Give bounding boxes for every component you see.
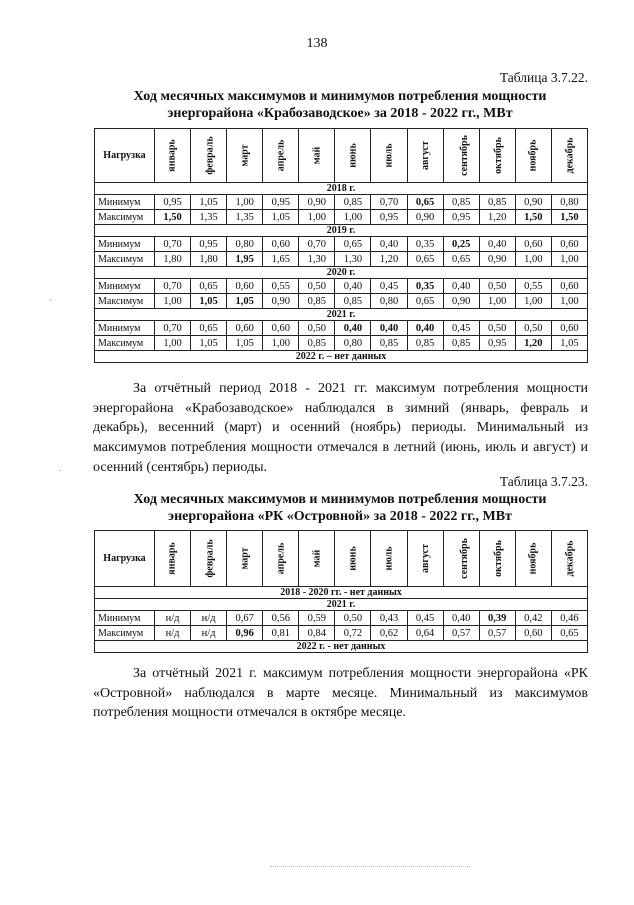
- value-cell: 0,85: [443, 195, 479, 210]
- value-cell: 1,00: [515, 294, 551, 309]
- value-cell: 0,45: [407, 611, 443, 626]
- header-month: [155, 531, 191, 587]
- value-cell: 0,40: [335, 321, 371, 336]
- value-cell: 0,95: [443, 210, 479, 225]
- header-month: [227, 531, 263, 587]
- row-label: Минимум: [95, 279, 155, 294]
- header-load: Нагрузка: [95, 531, 155, 587]
- table2-title-line1: Ход месячных максимумов и минимумов потребления мощности: [133, 492, 547, 507]
- value-cell: 0,45: [443, 321, 479, 336]
- value-cell: 1,20: [371, 252, 407, 267]
- value-cell: 1,20: [515, 336, 551, 351]
- year-cell: 2020 г.: [95, 267, 588, 279]
- page-number: 138: [306, 36, 328, 51]
- value-cell: н/д: [191, 626, 227, 641]
- month-label: июль: [383, 546, 395, 571]
- paragraph1-block: [93, 379, 588, 478]
- value-cell: 0,90: [479, 252, 515, 267]
- value-cell: 0,50: [299, 279, 335, 294]
- value-cell: 0,60: [227, 321, 263, 336]
- value-cell: 1,20: [479, 210, 515, 225]
- value-cell: 0,39: [479, 611, 515, 626]
- table-row: [95, 321, 588, 336]
- year-cell: 2018 г.: [95, 183, 588, 195]
- header-month: [155, 129, 191, 183]
- month-label: октябрь: [492, 137, 504, 174]
- header-row: [95, 531, 588, 587]
- month-label: февраль: [204, 136, 216, 175]
- month-label: август: [419, 141, 431, 170]
- table1: [94, 128, 588, 363]
- value-cell: 0,65: [407, 252, 443, 267]
- year-row: [95, 267, 588, 279]
- row-label: Максимум: [95, 252, 155, 267]
- value-cell: 0,90: [443, 294, 479, 309]
- table-row: [95, 195, 588, 210]
- value-cell: н/д: [191, 611, 227, 626]
- header-month: [371, 129, 407, 183]
- header-month: [371, 531, 407, 587]
- value-cell: 0,40: [407, 321, 443, 336]
- value-cell: 1,80: [191, 252, 227, 267]
- table-row: [95, 210, 588, 225]
- table1-caption: Таблица 3.7.22.: [499, 70, 588, 85]
- year-cell: 2019 г.: [95, 225, 588, 237]
- value-cell: 1,05: [263, 210, 299, 225]
- value-cell: 1,05: [227, 294, 263, 309]
- value-cell: н/д: [155, 626, 191, 641]
- row-label: Максимум: [95, 336, 155, 351]
- value-cell: 0,85: [299, 294, 335, 309]
- paragraph2: За отчётный 2021 г. максимум потребления мощности энергорайона «РК «Островной» наблюдался в марте месяце. Минимальный из максимумов потребления мощности отмечался в октябре месяце.: [93, 666, 588, 721]
- header-month: [551, 129, 587, 183]
- margin-dot: [60, 470, 61, 471]
- value-cell: 0,60: [551, 237, 587, 252]
- table1-title: [70, 88, 610, 122]
- value-cell: 0,65: [407, 294, 443, 309]
- value-cell: 0,40: [479, 237, 515, 252]
- value-cell: 0,80: [371, 294, 407, 309]
- value-cell: 0,85: [407, 336, 443, 351]
- value-cell: 1,35: [191, 210, 227, 225]
- value-cell: 0,56: [263, 611, 299, 626]
- value-cell: 0,65: [191, 321, 227, 336]
- value-cell: 0,60: [515, 626, 551, 641]
- row-label: Минимум: [95, 321, 155, 336]
- value-cell: 0,60: [551, 321, 587, 336]
- value-cell: 0,90: [515, 195, 551, 210]
- value-cell: 0,96: [227, 626, 263, 641]
- value-cell: 1,50: [551, 210, 587, 225]
- month-label: июль: [383, 143, 395, 168]
- header-month: [263, 129, 299, 183]
- header-month: [335, 531, 371, 587]
- month-label: январь: [167, 542, 179, 575]
- value-cell: 1,05: [191, 195, 227, 210]
- value-cell: 0,45: [371, 279, 407, 294]
- value-cell: 1,00: [479, 294, 515, 309]
- value-cell: 0,95: [371, 210, 407, 225]
- value-cell: 0,95: [155, 195, 191, 210]
- value-cell: 0,64: [407, 626, 443, 641]
- value-cell: 0,95: [191, 237, 227, 252]
- month-label: август: [419, 544, 431, 573]
- row-label: Минимум: [95, 195, 155, 210]
- value-cell: 0,40: [443, 611, 479, 626]
- value-cell: 0,25: [443, 237, 479, 252]
- month-label: апрель: [275, 542, 287, 575]
- footer-row: [95, 641, 588, 653]
- header-month: [407, 129, 443, 183]
- table1-title-line1: Ход месячных максимумов и минимумов потребления мощности: [133, 89, 547, 104]
- value-cell: 1,00: [551, 294, 587, 309]
- value-cell: 1,30: [299, 252, 335, 267]
- value-cell: 0,95: [479, 336, 515, 351]
- value-cell: 1,00: [299, 210, 335, 225]
- row-label: Максимум: [95, 294, 155, 309]
- value-cell: 0,85: [371, 336, 407, 351]
- margin-dot: [50, 300, 51, 301]
- month-label: июнь: [347, 546, 359, 571]
- year-row: [95, 309, 588, 321]
- month-label: декабрь: [564, 540, 576, 577]
- month-label: сентябрь: [458, 135, 470, 176]
- value-cell: 0,55: [515, 279, 551, 294]
- table-row: [95, 294, 588, 309]
- table-row: [95, 336, 588, 351]
- value-cell: 0,70: [299, 237, 335, 252]
- month-label: март: [239, 144, 251, 167]
- value-cell: 0,35: [407, 279, 443, 294]
- value-cell: 0,40: [335, 279, 371, 294]
- row-label: Минимум: [95, 611, 155, 626]
- value-cell: 0,85: [335, 294, 371, 309]
- month-label: ноябрь: [527, 139, 539, 172]
- header-month: [479, 531, 515, 587]
- table1-title-line2: энергорайона «Крабозаводское» за 2018 - 2022 гг., МВт: [167, 106, 513, 121]
- value-cell: 1,00: [155, 336, 191, 351]
- table-row: [95, 252, 588, 267]
- value-cell: 1,30: [335, 252, 371, 267]
- note-cell: 2018 - 2020 гг. - нет данных: [95, 587, 588, 599]
- month-label: май: [311, 549, 323, 568]
- value-cell: 0,40: [443, 279, 479, 294]
- header-month: [443, 129, 479, 183]
- value-cell: 0,70: [155, 321, 191, 336]
- value-cell: н/д: [155, 611, 191, 626]
- value-cell: 0,90: [263, 294, 299, 309]
- header-month: [551, 531, 587, 587]
- value-cell: 0,50: [335, 611, 371, 626]
- value-cell: 0,65: [443, 252, 479, 267]
- value-cell: 1,05: [191, 336, 227, 351]
- value-cell: 0,57: [443, 626, 479, 641]
- month-label: октябрь: [492, 540, 504, 577]
- header-month: [443, 531, 479, 587]
- value-cell: 0,35: [407, 237, 443, 252]
- value-cell: 1,05: [227, 336, 263, 351]
- header-month: [515, 129, 551, 183]
- value-cell: 0,72: [335, 626, 371, 641]
- value-cell: 1,00: [335, 210, 371, 225]
- month-label: январь: [167, 139, 179, 172]
- month-label: апрель: [275, 139, 287, 172]
- value-cell: 0,70: [155, 237, 191, 252]
- value-cell: 0,65: [335, 237, 371, 252]
- value-cell: 0,50: [299, 321, 335, 336]
- value-cell: 0,46: [551, 611, 587, 626]
- value-cell: 0,65: [191, 279, 227, 294]
- value-cell: 0,40: [371, 237, 407, 252]
- value-cell: 0,85: [479, 195, 515, 210]
- value-cell: 0,60: [263, 321, 299, 336]
- note-row: [95, 587, 588, 599]
- month-label: ноябрь: [527, 542, 539, 575]
- value-cell: 0,50: [479, 321, 515, 336]
- year-cell: 2021 г.: [95, 599, 588, 611]
- value-cell: 0,85: [443, 336, 479, 351]
- value-cell: 0,59: [299, 611, 335, 626]
- row-label: Минимум: [95, 237, 155, 252]
- value-cell: 0,81: [263, 626, 299, 641]
- paragraph1: За отчётный период 2018 - 2021 гг. максимум потребления мощности энергорайона «Крабозаводское» наблюдался в зимний (январь, февраль и декабрь), весенний (март) и осенний (ноябрь) периоды. Минимальный из максимумов потребления мощности отмечался в летний (июнь, июль и август) и осенний (сентябрь) периоды.: [93, 381, 588, 475]
- value-cell: 0,84: [299, 626, 335, 641]
- paragraph2-block: [93, 664, 588, 723]
- month-label: июнь: [347, 143, 359, 168]
- value-cell: 0,70: [371, 195, 407, 210]
- year-row: [95, 225, 588, 237]
- month-label: май: [311, 146, 323, 165]
- header-month: [299, 531, 335, 587]
- year-row: [95, 183, 588, 195]
- value-cell: 1,50: [155, 210, 191, 225]
- month-label: декабрь: [564, 137, 576, 174]
- footer-row: [95, 351, 588, 363]
- value-cell: 0,60: [263, 237, 299, 252]
- value-cell: 1,05: [551, 336, 587, 351]
- value-cell: 1,00: [155, 294, 191, 309]
- header-month: [515, 531, 551, 587]
- value-cell: 0,85: [299, 336, 335, 351]
- value-cell: 0,95: [263, 195, 299, 210]
- value-cell: 1,80: [155, 252, 191, 267]
- header-month: [335, 129, 371, 183]
- value-cell: 1,35: [227, 210, 263, 225]
- value-cell: 0,65: [551, 626, 587, 641]
- footer-cell: 2022 г. - нет данных: [95, 641, 588, 653]
- value-cell: 0,80: [551, 195, 587, 210]
- value-cell: 0,80: [335, 336, 371, 351]
- value-cell: 0,42: [515, 611, 551, 626]
- table-row: [95, 611, 588, 626]
- value-cell: 0,90: [299, 195, 335, 210]
- table-row: [95, 279, 588, 294]
- header-month: [407, 531, 443, 587]
- header-month: [479, 129, 515, 183]
- value-cell: 0,60: [227, 279, 263, 294]
- value-cell: 1,00: [263, 336, 299, 351]
- month-label: февраль: [204, 539, 216, 578]
- value-cell: 1,00: [227, 195, 263, 210]
- table2: [94, 530, 588, 653]
- value-cell: 0,40: [371, 321, 407, 336]
- value-cell: 0,80: [227, 237, 263, 252]
- value-cell: 0,50: [515, 321, 551, 336]
- value-cell: 1,95: [227, 252, 263, 267]
- value-cell: 0,60: [551, 279, 587, 294]
- value-cell: 0,67: [227, 611, 263, 626]
- value-cell: 1,00: [515, 252, 551, 267]
- row-label: Максимум: [95, 210, 155, 225]
- table-row: [95, 237, 588, 252]
- header-month: [227, 129, 263, 183]
- value-cell: 0,60: [515, 237, 551, 252]
- value-cell: 0,55: [263, 279, 299, 294]
- value-cell: 0,90: [407, 210, 443, 225]
- table2-title: [70, 491, 610, 525]
- table2-title-line2: энергорайона «РК «Островной» за 2018 - 2022 гг., МВт: [168, 509, 512, 524]
- value-cell: 0,70: [155, 279, 191, 294]
- year-cell: 2021 г.: [95, 309, 588, 321]
- header-month: [263, 531, 299, 587]
- value-cell: 0,62: [371, 626, 407, 641]
- header-month: [191, 531, 227, 587]
- month-label: сентябрь: [458, 538, 470, 579]
- table-row: [95, 626, 588, 641]
- year-row: [95, 599, 588, 611]
- footer-rule: [270, 866, 470, 867]
- value-cell: 0,85: [335, 195, 371, 210]
- header-month: [191, 129, 227, 183]
- value-cell: 0,43: [371, 611, 407, 626]
- value-cell: 0,50: [479, 279, 515, 294]
- month-label: март: [239, 547, 251, 570]
- value-cell: 1,05: [191, 294, 227, 309]
- value-cell: 1,50: [515, 210, 551, 225]
- row-label: Максимум: [95, 626, 155, 641]
- value-cell: 0,57: [479, 626, 515, 641]
- value-cell: 1,65: [263, 252, 299, 267]
- value-cell: 1,00: [551, 252, 587, 267]
- header-month: [299, 129, 335, 183]
- table2-caption: Таблица 3.7.23.: [499, 474, 588, 489]
- header-load: Нагрузка: [95, 129, 155, 183]
- footer-cell: 2022 г. – нет данных: [95, 351, 588, 363]
- value-cell: 0,65: [407, 195, 443, 210]
- header-row: [95, 129, 588, 183]
